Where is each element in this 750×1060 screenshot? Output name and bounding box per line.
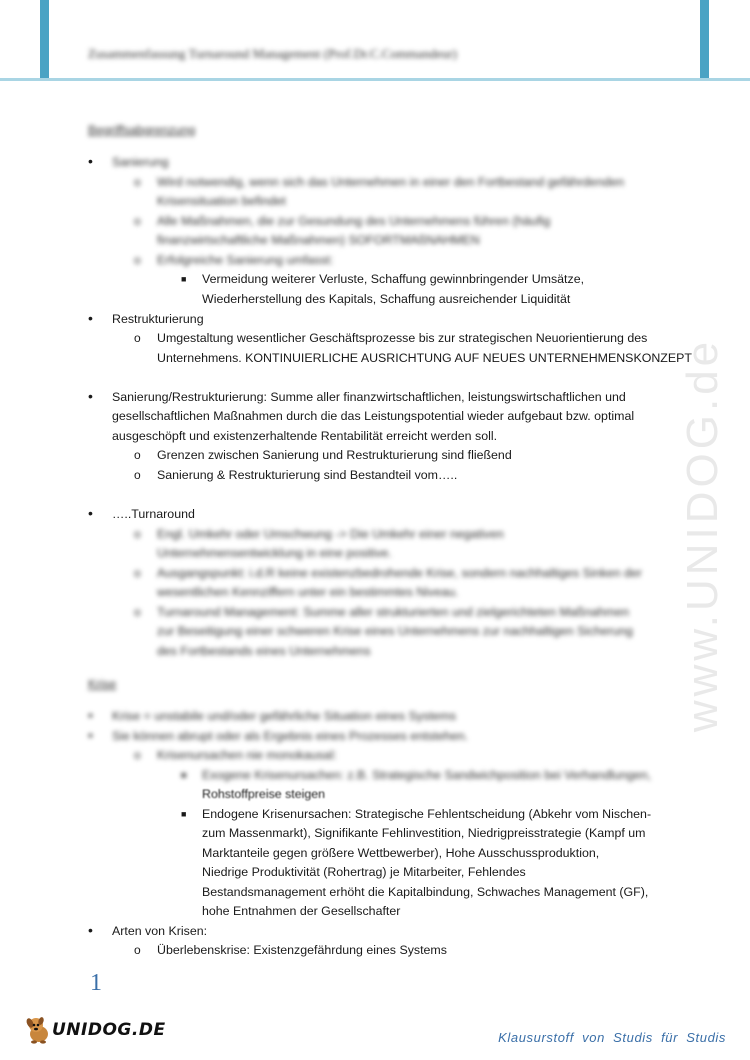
logo-text: UNIDOG.DE [52, 1020, 166, 1040]
krise-endo-l5: Bestandsmanagement erhöht die Kapitalbindung, Schwaches Management (GF), [202, 885, 649, 899]
bullet-dot: • [88, 727, 93, 743]
turnaround-sub3-l2: zur Beseitigung einer schweren Krise eines Unternehmens zur nachhaltigen Sicherung [157, 624, 633, 638]
header-left-bar [40, 0, 49, 78]
sanierung-sub3-item-l2: Wiederherstellung des Kapitals, Schaffung ausreichender Liquidität [202, 292, 571, 306]
turnaround-sub1-l1: Engl. Umkehr oder Umschwung -> Die Umkehr einer negativen [157, 527, 504, 541]
san-restr-sub1: Grenzen zwischen Sanierung und Restrukturierung sind fließend [157, 448, 512, 462]
krise-b2: Sie können abrupt oder als Ergebnis eines Prozesses entstehen. [112, 729, 469, 743]
section-heading-begriff: Begriffsabgrenzung [88, 123, 196, 137]
bullet-dot: • [88, 707, 93, 723]
krise-endo-l2: zum Massenmarkt), Signifikante Fehlinvestition, Niedrigpreisstrategie (Kampf um [202, 826, 646, 840]
turnaround-sub3-l3: des Fortbestands eines Unternehmens [157, 644, 371, 658]
sanierung-sub1-l1: Wird notwendig, wenn sich das Unternehmen in einer den Fortbestand gefährdenden [157, 175, 625, 189]
krise-b1: Krise = unstabile und/oder gefährliche Situation eines Systems [112, 709, 457, 723]
dog-mascot-icon [22, 1014, 54, 1046]
turnaround-sub2-l1: Ausgangspunkt: i.d.R keine existenzbedrohende Krise, sondern nachhaltiges Sinken der [157, 566, 642, 580]
bullet-dot: • [88, 505, 93, 521]
bullet-square: ■ [181, 809, 187, 819]
krise-arten: Arten von Krisen: [112, 924, 208, 938]
turnaround-sub3-l1: Turnaround Management: Summe aller strukturierten und zielgerichteten Maßnahmen [157, 605, 629, 619]
sanierung-label: Sanierung [112, 155, 169, 169]
krise-endo-l1: Endogene Krisenursachen: Strategische Fehlentscheidung (Abkehr vom Nischen- [202, 807, 652, 821]
unidog-logo[interactable] [22, 1014, 166, 1046]
turnaround-sub1-l2: Unternehmensentwicklung in eine positive. [157, 546, 392, 560]
bullet-circle: o [134, 527, 141, 541]
bullet-dot: • [88, 153, 93, 169]
header-title: Zusammenfassung Turnaround Management (Prof.Dr.C.Commandeur) [88, 46, 458, 61]
header-divider [0, 78, 750, 81]
watermark: www.UNIDOG.de [678, 337, 727, 733]
san-restr-l2: gesellschaftlichen Maßnahmen durch die das Leistungspotential wieder aufgebaut bzw. optimal [112, 409, 635, 423]
page-number: 1 [90, 970, 102, 996]
krise-endo-l4: Niedrige Produktivität (Rohertrag) je Mitarbeiter, Fehlendes [202, 865, 526, 879]
turnaround-label: …..Turnaround [112, 507, 195, 521]
bullet-circle: o [134, 175, 141, 189]
sanierung-sub2-l2: finanzwirtschaftliche Maßnahmen) SOFORTMAßNAHMEN [157, 233, 480, 247]
bullet-circle: o [134, 566, 141, 580]
krise-endo-l3: Marktanteile gegen größere Wettbewerber), Hohe Ausschussproduktion, [202, 846, 600, 860]
krise-endo-l6: hohe Entnahmen der Gesellschafter [202, 904, 401, 918]
restrukturierung-label: Restrukturierung [112, 312, 204, 326]
turnaround-sub2-l2: wesentlichen Kennziffern unter ein bestimmtes Niveau. [157, 585, 459, 599]
krise-exo-l2: Rohstoffpreise steigen [202, 787, 326, 801]
bullet-circle: o [134, 331, 141, 345]
footer-tagline: Klausurstoff von Studis für Studis [498, 1030, 726, 1045]
bullet-circle: o [134, 748, 141, 762]
krise-arten-sub1: Überlebenskrise: Existenzgefährdung eines Systems [157, 943, 447, 957]
san-restr-l3: ausgeschöpft und existenzerhaltende Rentabilität erreicht werden soll. [112, 429, 498, 443]
bullet-circle: o [134, 448, 141, 462]
bullet-circle: o [134, 468, 141, 482]
bullet-dot: • [88, 310, 93, 326]
bullet-square: ■ [181, 274, 187, 284]
restrukturierung-sub1-l1: Umgestaltung wesentlicher Geschäftsprozesse bis zur strategischen Neuorientierung des [157, 331, 648, 345]
bullet-circle: o [134, 943, 141, 957]
bullet-dot: • [88, 922, 93, 938]
restrukturierung-sub1-l2: Unternehmens. KONTINUIERLICHE AUSRICHTUNG AUF NEUES UNTERNEHMENSKONZEPT [157, 351, 692, 365]
bullet-square: ■ [181, 770, 187, 780]
header-right-bar [700, 0, 709, 78]
section-heading-krise: Krise [88, 677, 117, 691]
bullet-circle: o [134, 253, 141, 267]
krise-sub1: Krisenursachen nie monokausal: [157, 748, 337, 762]
sanierung-sub3: Erfolgreiche Sanierung umfasst: [157, 253, 334, 267]
san-restr-l1: Sanierung/Restrukturierung: Summe aller finanzwirtschaftlichen, leistungswirtschaftlichen und [112, 390, 626, 404]
sanierung-sub1-l2: Krisensituation befindet [157, 194, 286, 208]
bullet-dot: • [88, 388, 93, 404]
bullet-circle: o [134, 605, 141, 619]
sanierung-sub3-item-l1: Vermeidung weiterer Verluste, Schaffung gewinnbringender Umsätze, [202, 272, 585, 286]
sanierung-sub2-l1: Alle Maßnahmen, die zur Gesundung des Unternehmens führen (häufig [157, 214, 551, 228]
bullet-circle: o [134, 214, 141, 228]
krise-exo-l1: Exogene Krisenursachen: z.B. Strategische Sandwichposition bei Verhandlungen, [202, 768, 652, 782]
san-restr-sub2: Sanierung & Restrukturierung sind Bestandteil vom….. [157, 468, 458, 482]
